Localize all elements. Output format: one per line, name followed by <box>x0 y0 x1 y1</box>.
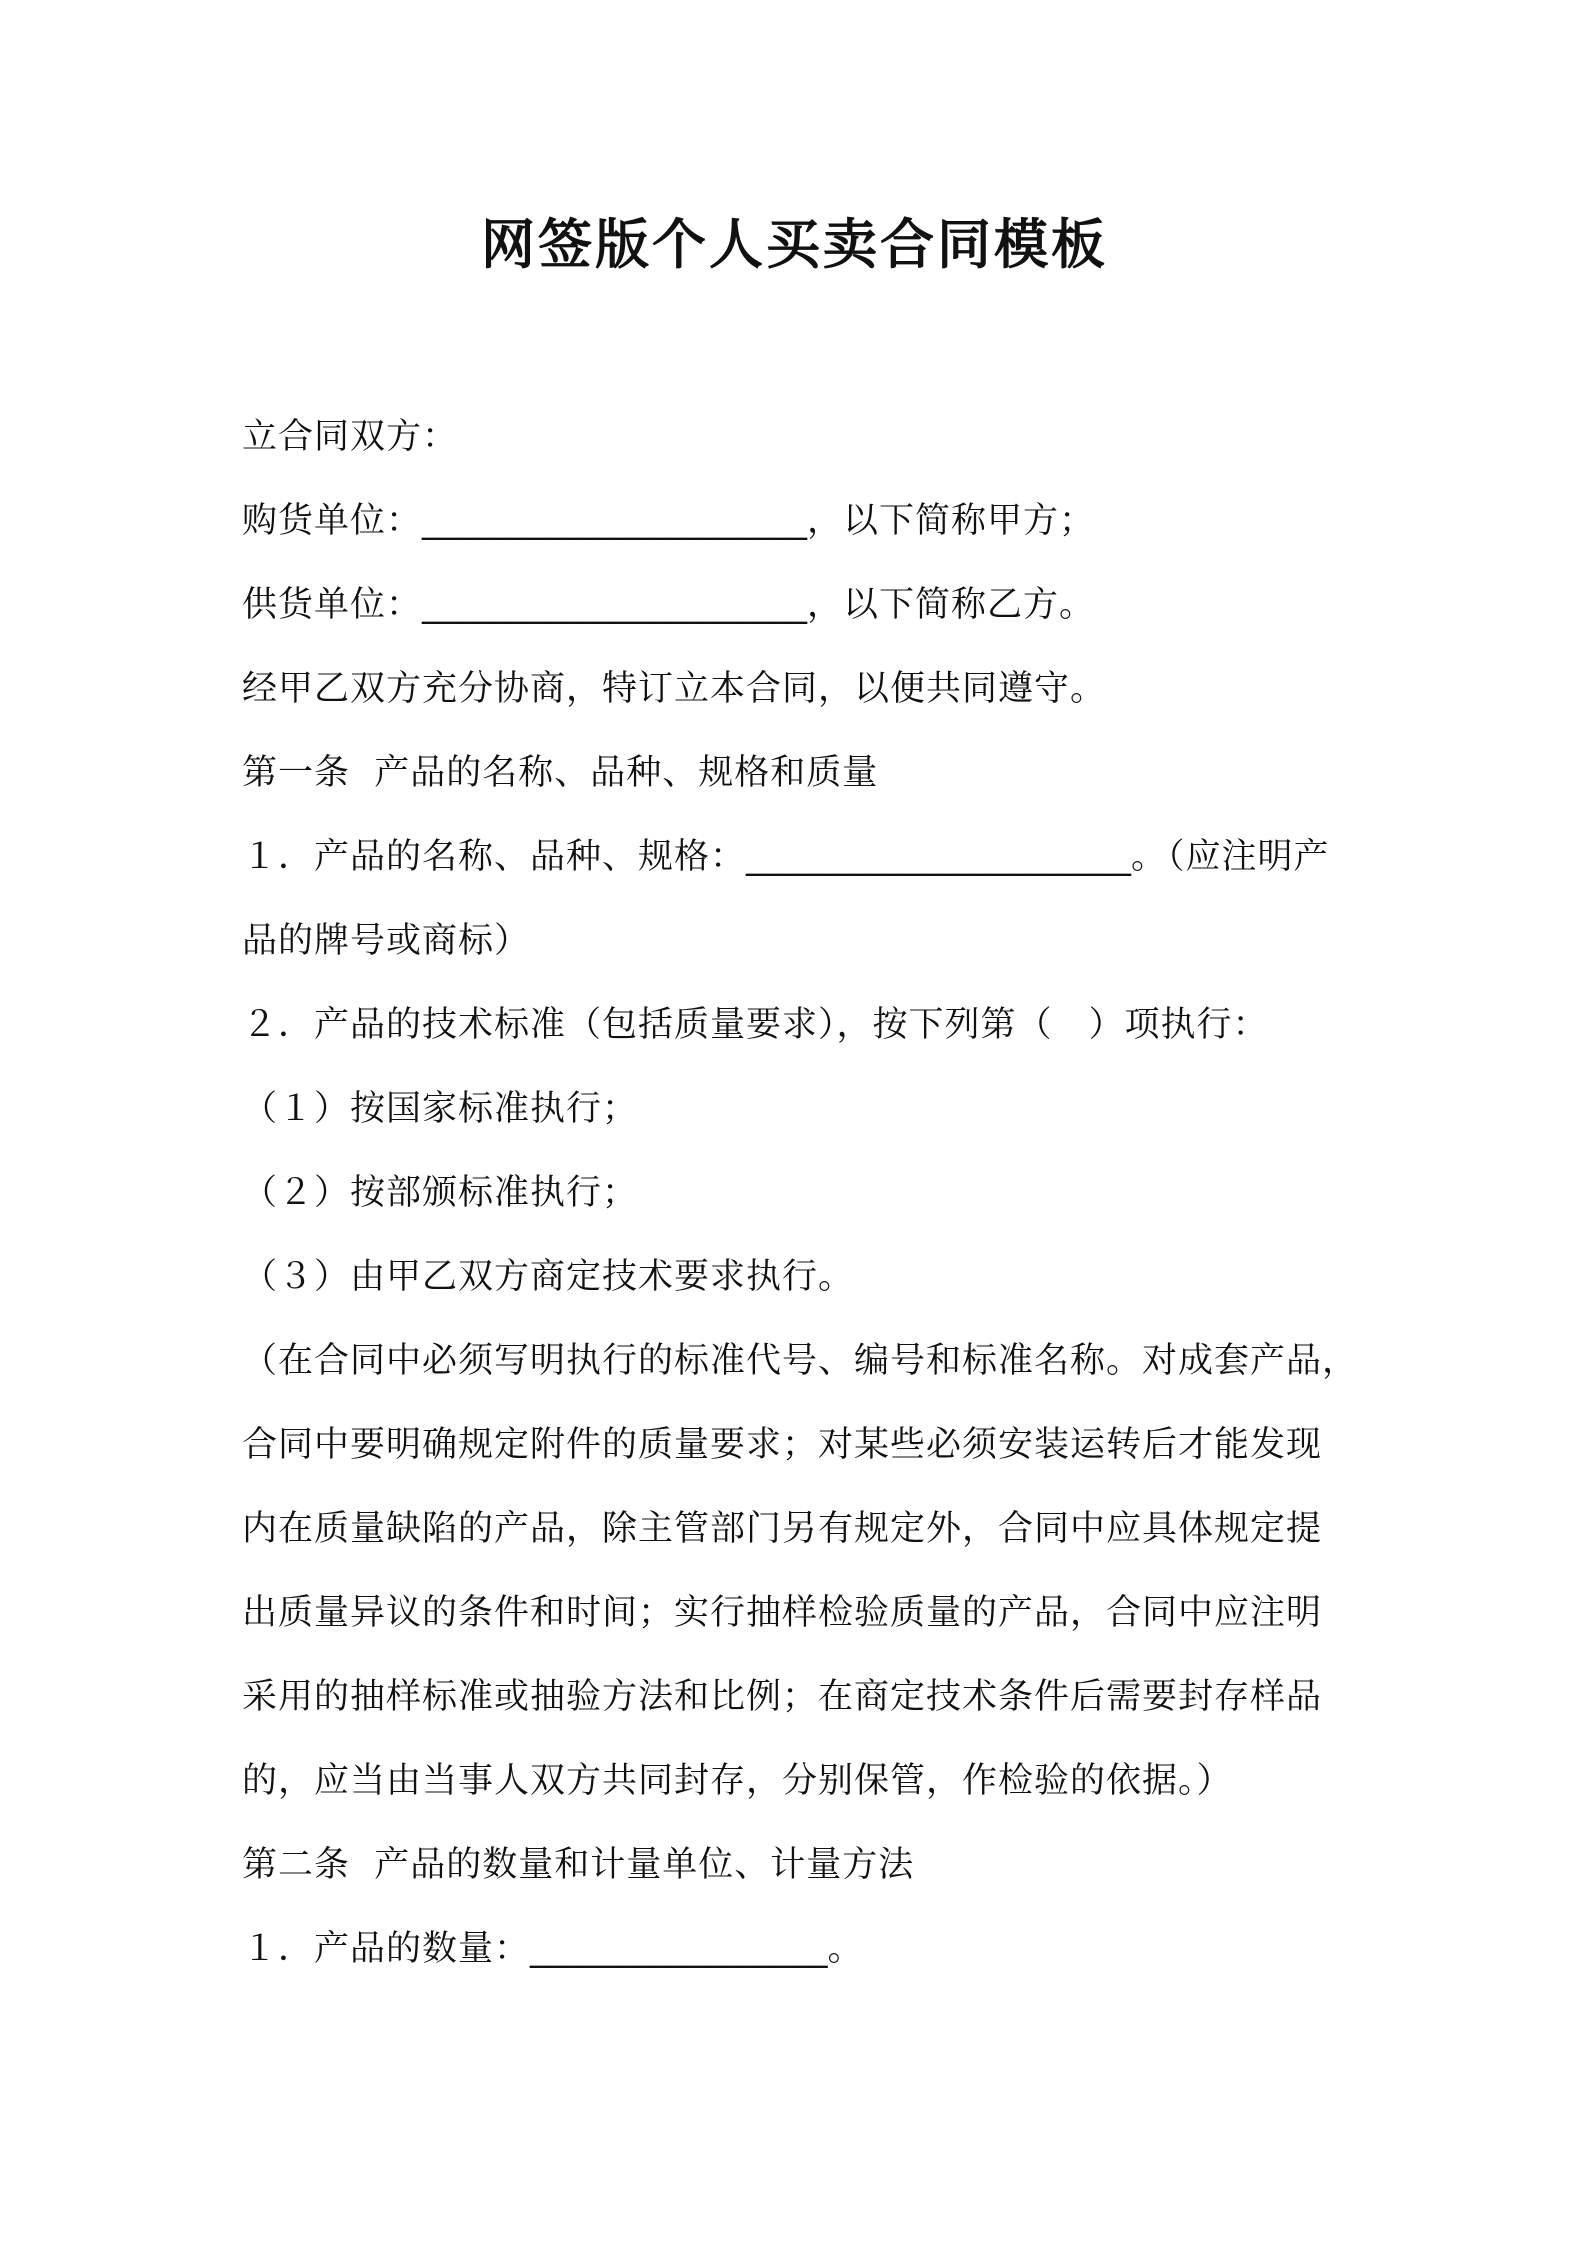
article1-item1-label: １．产品的名称、品种、规格： <box>242 837 747 877</box>
article1-note-line: 采用的抽样标准或抽验方法和比例；在商定技术条件后需要封存样品 <box>242 1677 1323 1717</box>
article1-note-line: 的，应当由当事人双方共同封存，分别保管，作检验的依据。） <box>242 1761 1233 1801</box>
parties-heading: 立合同双方： <box>242 417 459 457</box>
article1-item1-suffix: 。（应注明产 <box>1131 837 1330 877</box>
document-title: 网签版个人买卖合同模板 <box>481 213 1108 276</box>
buyer-line <box>242 479 1362 563</box>
article1-option-2: （２）按部颁标准执行； <box>242 1173 639 1213</box>
buyer-suffix: ，以下简称甲方； <box>807 501 1096 541</box>
agreement-statement: 经甲乙双方充分协商，特订立本合同，以便共同遵守。 <box>242 669 1107 709</box>
article2-item1-blank: _________________ <box>530 1929 828 1969</box>
article1-option-3: （３）由甲乙双方商定技术要求执行。 <box>242 1257 855 1297</box>
seller-blank: ______________________ <box>422 585 808 625</box>
seller-label: 供货单位： <box>242 585 423 625</box>
document-body <box>242 395 1362 1991</box>
article1-note-line: 出质量异议的条件和时间；实行抽样检验质量的产品，合同中应注明 <box>242 1593 1323 1633</box>
seller-suffix: ，以下简称乙方。 <box>807 585 1096 625</box>
article1-item1-line <box>242 815 1362 899</box>
article2-item1-label: １．产品的数量： <box>242 1929 531 1969</box>
article1-option-1: （１）按国家标准执行； <box>242 1089 639 1129</box>
seller-line <box>242 563 1362 647</box>
article2-item1-suffix: 。 <box>827 1929 864 1969</box>
article1-note-line: 合同中要明确规定附件的质量要求；对某些必须安装运转后才能发现 <box>242 1425 1323 1465</box>
article1-heading: 第一条 产品的名称、品种、规格和质量 <box>242 753 879 793</box>
article1-item1-continuation: 品的牌号或商标） <box>242 921 531 961</box>
article1-item1-blank: ______________________ <box>746 837 1132 877</box>
article1-item2: ２．产品的技术标准（包括质量要求），按下列第（ ）项执行： <box>242 1005 1269 1045</box>
article1-note-line: 内在质量缺陷的产品，除主管部门另有规定外，合同中应具体规定提 <box>242 1509 1323 1549</box>
article2-heading: 第二条 产品的数量和计量单位、计量方法 <box>242 1845 915 1885</box>
article1-note-line: （在合同中必须写明执行的标准代号、编号和标准名称。对成套产品， <box>242 1341 1359 1381</box>
article2-item1-line <box>242 1907 1362 1991</box>
buyer-blank: ______________________ <box>422 501 808 541</box>
buyer-label: 购货单位： <box>242 501 423 541</box>
